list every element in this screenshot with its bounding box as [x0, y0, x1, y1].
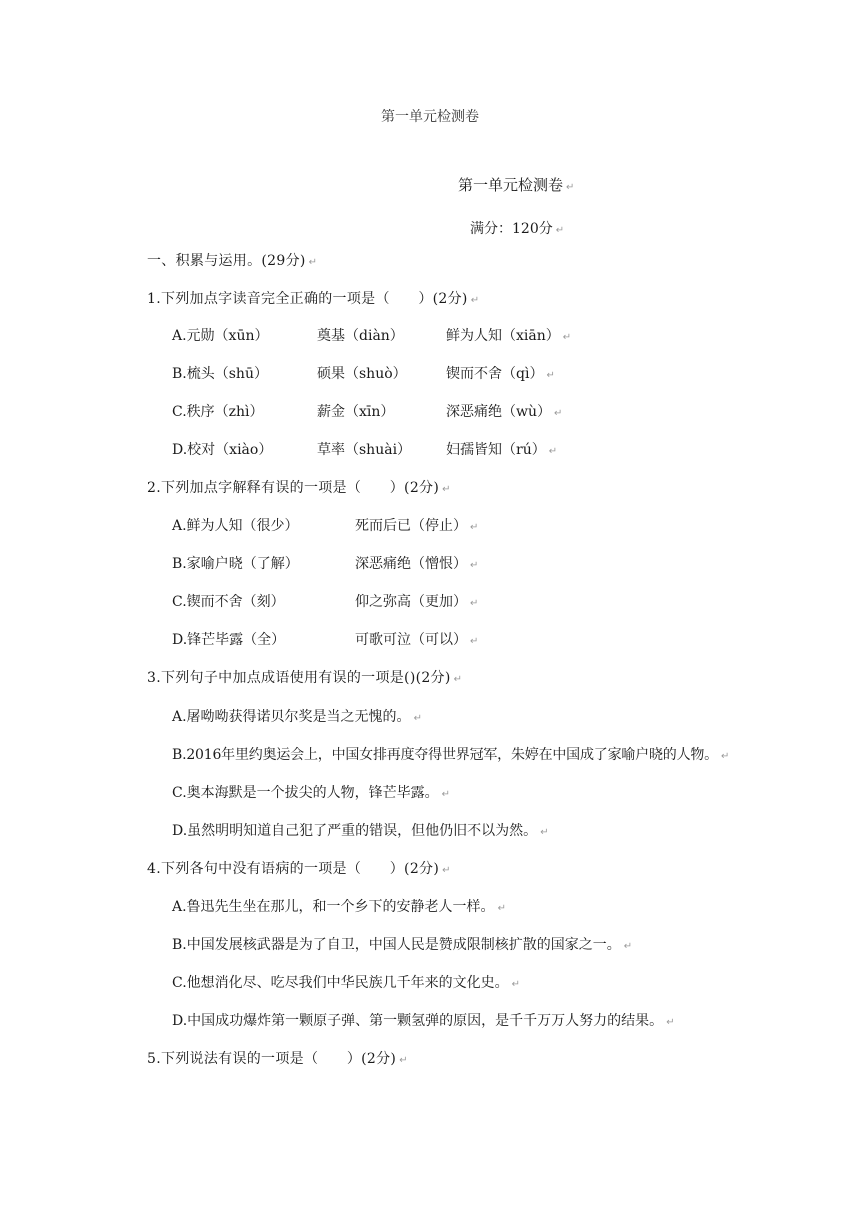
paragraph-mark-icon: ↵: [470, 598, 479, 609]
q2-option-d-1: D.锋芒毕露（全）: [172, 632, 286, 648]
q1-option-d-3: 妇孺皆知（rú） ↵: [446, 442, 558, 458]
paragraph-mark-icon: ↵: [548, 446, 558, 457]
q2-option-c-2: 仰之弥高（更加） ↵: [355, 594, 479, 610]
full-score: 满分：120分 ↵: [470, 221, 565, 237]
paragraph-mark-icon: ↵: [453, 674, 463, 685]
q4-option-a: A.鲁迅先生坐在那儿，和一个乡下的安静老人一样。 ↵: [172, 899, 506, 915]
paragraph-mark-icon: ↵: [546, 370, 555, 381]
document-title: 第一单元检测卷 ↵: [458, 176, 575, 194]
q4-option-d: D.中国成功爆炸第一颗原子弹、第一颗氢弹的原因，是千千万万人努力的结果。 ↵: [172, 1013, 675, 1029]
paragraph-mark-icon: ↵: [555, 225, 565, 236]
q1-option-d-2: 草率（shuài）: [317, 442, 412, 458]
page-title: 第一单元检测卷: [381, 109, 479, 125]
paragraph-mark-icon: ↵: [442, 865, 451, 876]
q3-option-c: C.奥本海默是一个拔尖的人物，锋芒毕露。 ↵: [172, 785, 451, 801]
q1-option-a-1: A.元勋（xūn）: [172, 328, 269, 344]
paragraph-mark-icon: ↵: [554, 408, 563, 419]
q3-option-d: D.虽然明明知道自己犯了严重的错误，但他仍旧不以为然。 ↵: [172, 823, 549, 839]
paragraph-mark-icon: ↵: [562, 332, 572, 343]
q2-option-d-2: 可歌可泣（可以） ↵: [355, 632, 479, 648]
q4-option-b: B.中国发展核武器是为了自卫，中国人民是赞成限制核扩散的国家之一。 ↵: [172, 937, 633, 953]
question-5-stem: 5.下列说法有误的一项是（ ）(2分) ↵: [147, 1051, 408, 1067]
paragraph-mark-icon: ↵: [308, 257, 318, 268]
q1-option-b-2: 硕果（shuò）: [317, 366, 407, 382]
paragraph-mark-icon: ↵: [497, 903, 506, 914]
section-heading: 一、积累与运用。(29分) ↵: [147, 253, 318, 269]
q1-option-b-3: 锲而不舍（qì） ↵: [446, 366, 555, 382]
q2-option-a-2: 死而后已（停止） ↵: [355, 518, 479, 534]
paragraph-mark-icon: ↵: [540, 827, 549, 838]
question-4-stem: 4.下列各句中没有语病的一项是（ ）(2分) ↵: [147, 861, 451, 877]
q1-option-d-1: D.校对（xiào）: [172, 442, 273, 458]
paragraph-mark-icon: ↵: [720, 751, 730, 762]
paragraph-mark-icon: ↵: [566, 182, 575, 193]
paragraph-mark-icon: ↵: [442, 484, 451, 495]
q1-option-c-3: 深恶痛绝（wù） ↵: [446, 404, 563, 420]
paragraph-mark-icon: ↵: [470, 522, 479, 533]
paragraph-mark-icon: ↵: [470, 295, 480, 306]
question-1-stem: 1.下列加点字读音完全正确的一项是（ ）(2分) ↵: [147, 291, 480, 307]
paragraph-mark-icon: ↵: [511, 979, 521, 990]
q1-option-a-3: 鲜为人知（xiān） ↵: [446, 328, 572, 344]
paragraph-mark-icon: ↵: [666, 1017, 675, 1028]
q2-option-a-1: A.鲜为人知（很少）: [172, 518, 299, 534]
paragraph-mark-icon: ↵: [399, 1055, 408, 1066]
q1-option-b-1: B.梳头（shū）: [172, 366, 268, 382]
q2-option-b-1: B.家喻户晓（了解）: [172, 556, 299, 572]
paragraph-mark-icon: ↵: [623, 941, 633, 952]
question-2-stem: 2.下列加点字解释有误的一项是（ ）(2分) ↵: [147, 480, 451, 496]
paragraph-mark-icon: ↵: [470, 636, 479, 647]
q4-option-c: C.他想消化尽、吃尽我们中华民族几千年来的文化史。 ↵: [172, 975, 521, 991]
q2-option-b-2: 深恶痛绝（憎恨） ↵: [355, 556, 479, 572]
paragraph-mark-icon: ↵: [441, 789, 451, 800]
paragraph-mark-icon: ↵: [470, 560, 479, 571]
q3-option-b: B.2016年里约奥运会上，中国女排再度夺得世界冠军，朱婷在中国成了家喻户晓的人物。 ↵: [172, 747, 730, 763]
q1-option-a-2: 奠基（diàn）: [317, 328, 404, 344]
q1-option-c-1: C.秩序（zhì）: [172, 404, 264, 420]
paragraph-mark-icon: ↵: [413, 713, 422, 724]
q2-option-c-1: C.锲而不舍（刻）: [172, 594, 285, 610]
question-3-stem: 3.下列句子中加点成语使用有误的一项是()(2分) ↵: [147, 670, 463, 686]
q3-option-a: A.屠呦呦获得诺贝尔奖是当之无愧的。 ↵: [172, 709, 422, 725]
q1-option-c-2: 薪金（xīn）: [317, 404, 395, 420]
